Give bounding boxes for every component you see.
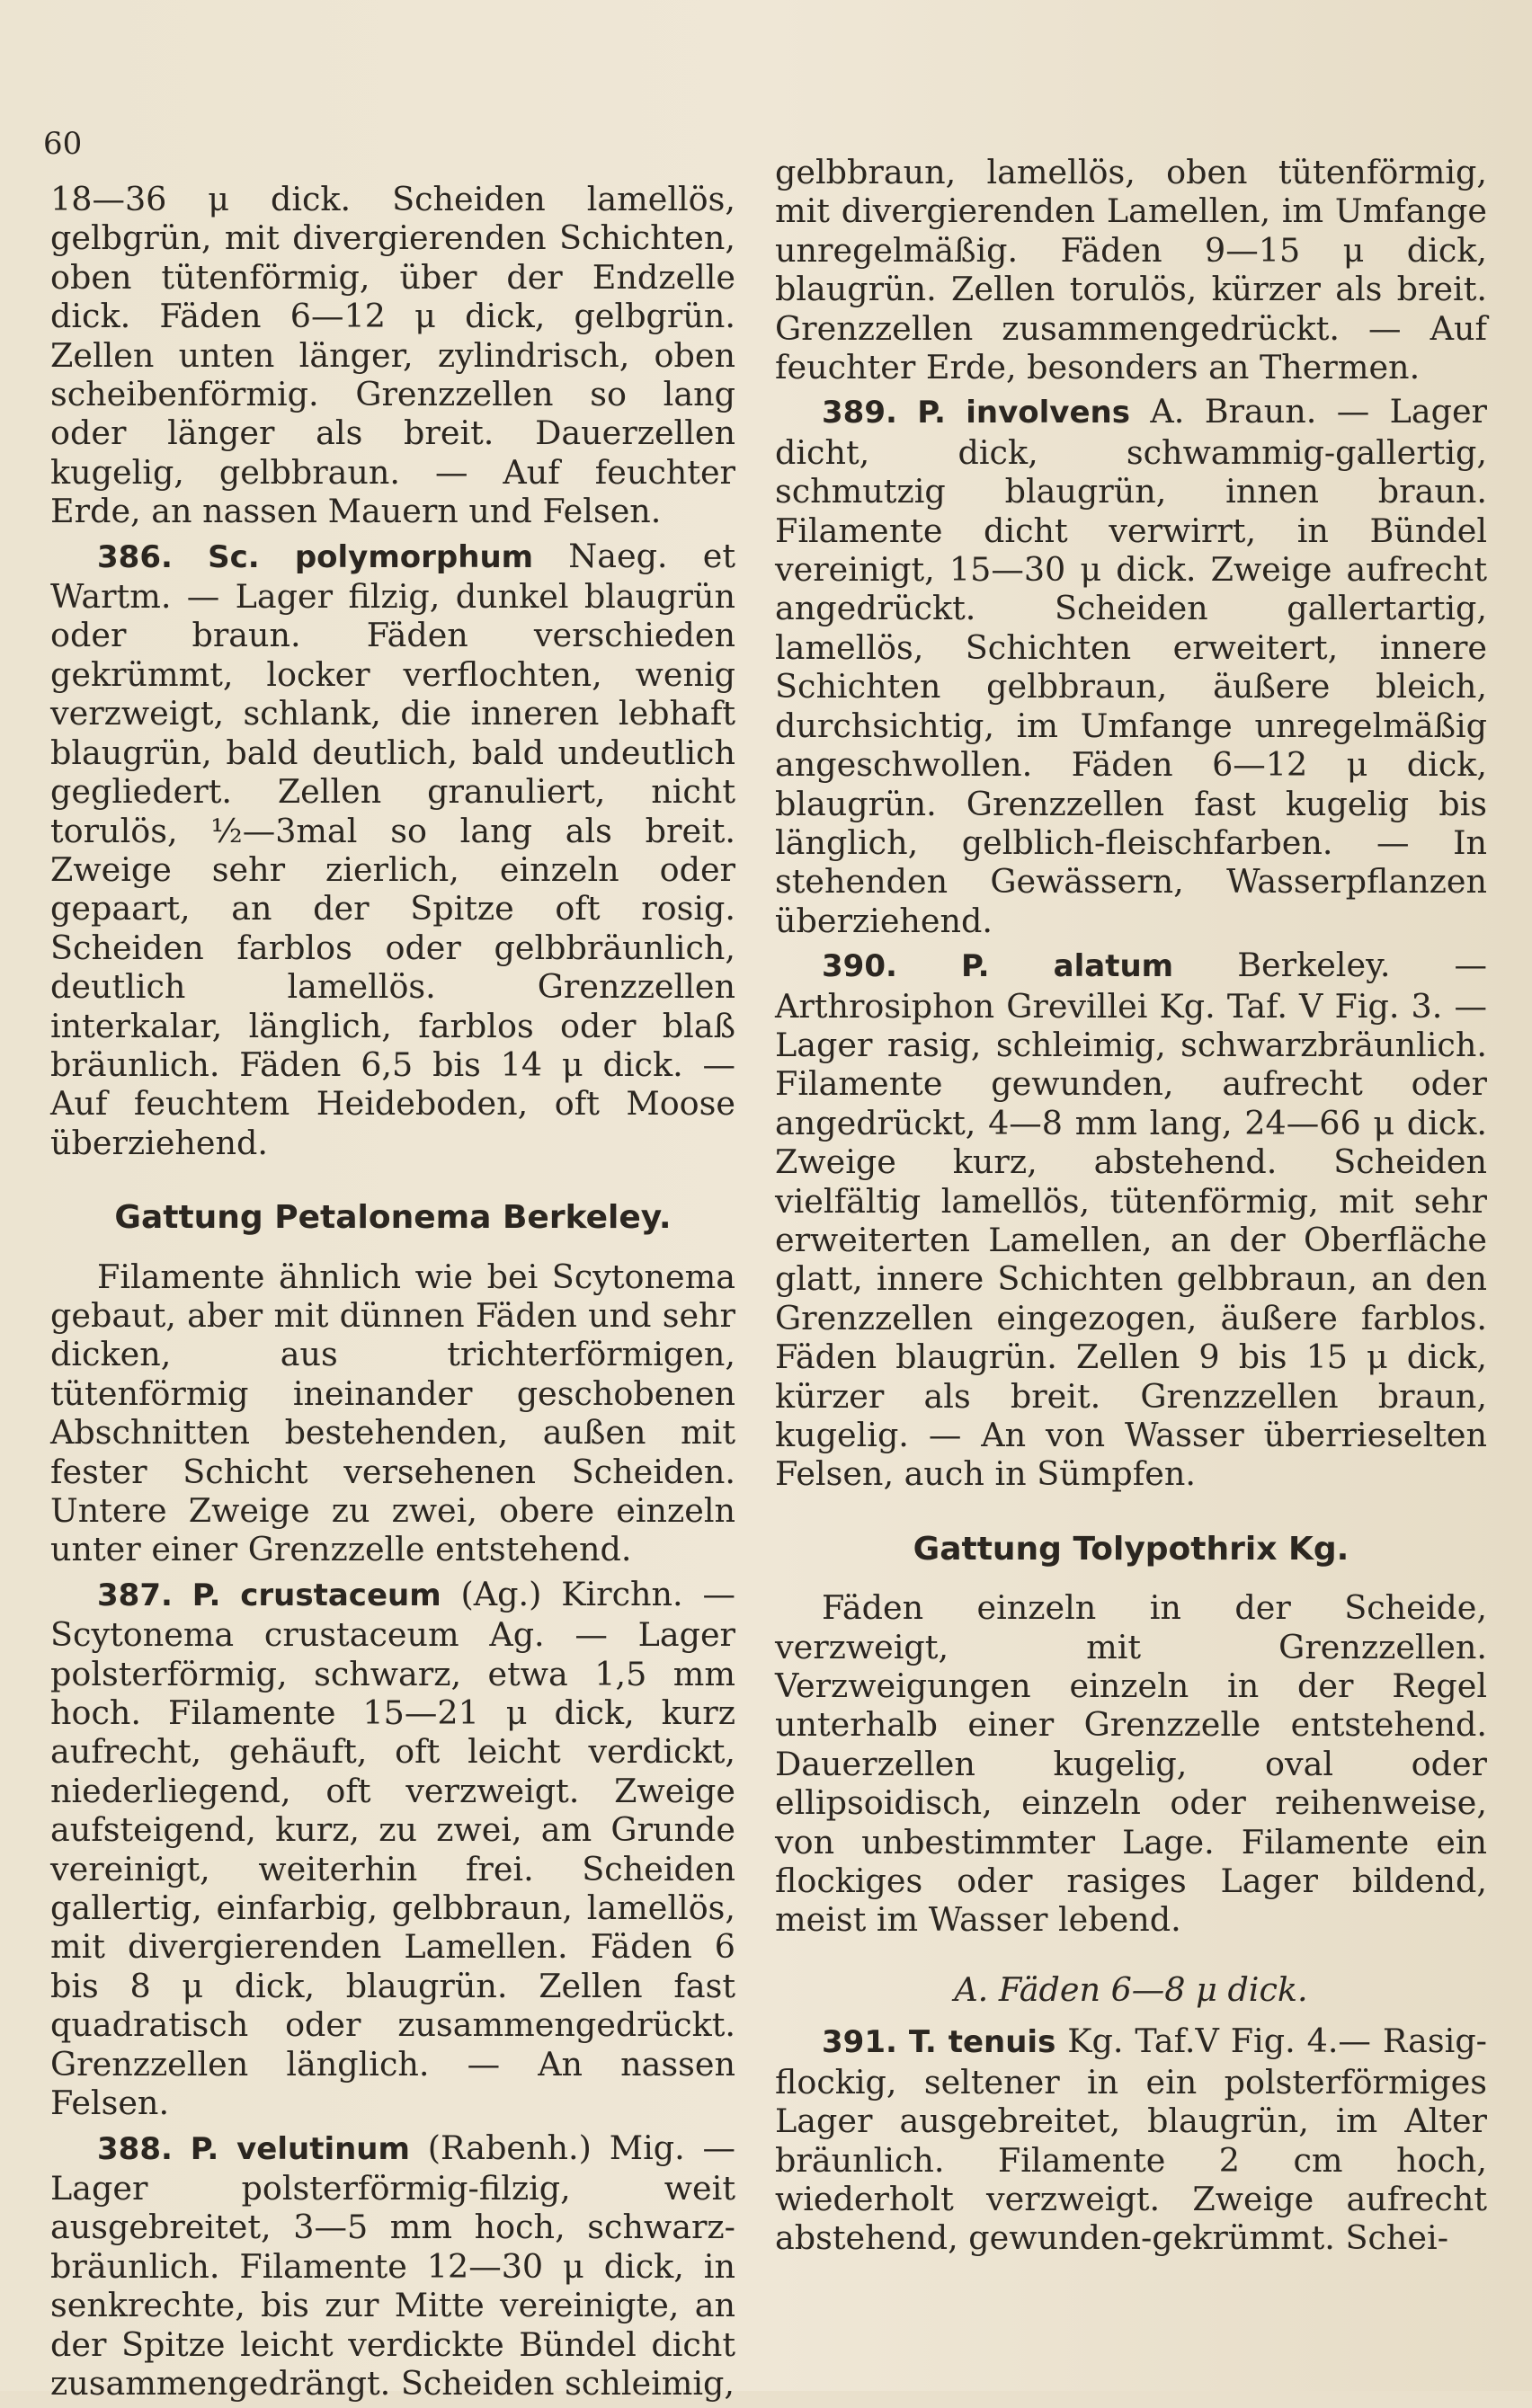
entry-386: [50, 537, 735, 1163]
entry-number: 387.: [97, 1577, 173, 1613]
species-name: tenuis: [948, 2024, 1056, 2061]
species-name: involvens: [966, 395, 1130, 431]
entry-387: [50, 1575, 735, 2123]
entry-390: [775, 946, 1487, 1494]
entry-text: Naeg. et Wartm. — Lager filzig, dunkel blaugrün oder braun. Fäden verschieden gekrümmt, locker verflochten, wenig verzweigt, schlank, die inneren lebhaft blaugrün, bald deutlich, bald undeutlich gegliedert. Zellen granuliert, nicht torulös, ½—3mal so lang als breit. Zweige sehr zierlich, einzeln oder gepaart, an der Spitze oft rosig. Scheiden farblos oder gelbbräunlich, deutlich lamellös. Grenzzellen interkalar, länglich, farblos oder blaß bräunlich. Fäden 6,5 bis 14 μ dick. — Auf feuchtem Heideboden, oft Moose überziehend.: [50, 536, 735, 1162]
entry-text: Berkeley. — Arthrosiphon Grevillei Kg. Taf. V Fig. 3. — Lager rasig, schleimig, schwarzbräunlich. Filamente gewunden, aufrecht oder angedrückt, 4—8 mm lang, 24—66 μ dick. Zweige kurz, abstehend. Scheiden vielfältig lamellös, tütenförmig, mit sehr erweiterten Lamellen, an der Oberfläche glatt, innere Schichten gelbbraun, an den Grenzzellen eingezogen, äußere farblos. Fäden blaugrün. Zellen 9 bis 15 μ dick, kürzer als breit. Grenzzellen braun, kugelig. — An von Wasser überrieselten Felsen, auch in Sümpfen.: [775, 946, 1488, 1494]
continued-paragraph: gelbbraun, lamellös, oben tütenförmig, mit divergierenden Lamellen, im Umfange unregelmäßig. Fäden 9—15 μ dick, blaugrün. Zellen torulös, kürzer als breit. Grenzzellen zusammengedrückt. — Auf feuchter Erde, besonders an Thermen.: [775, 153, 1487, 387]
genus-abbrev: P.: [190, 2130, 219, 2167]
page-number: 60: [43, 126, 83, 162]
entry-388: [50, 2128, 735, 2404]
species-name: velutinum: [236, 2130, 410, 2167]
genus-abbrev: P.: [917, 395, 946, 431]
key-subheading: A. Fäden 6—8 μ dick.: [954, 1969, 1308, 2009]
species-name: alatum: [1053, 948, 1174, 985]
genus-description: Filamente ähnlich wie bei Scytonema gebaut, aber mit dünnen Fäden und sehr dicken, aus trichterförmigen, tütenförmig ineinander geschobenen Abschnitten bestehenden, außen mit fester Schicht versehenen Scheiden. Untere Zweige zu zwei, obere einzeln unter einer Grenzzelle entstehend.: [50, 1257, 735, 1569]
entry-number: 391.: [822, 2024, 897, 2061]
entry-number: 389.: [822, 395, 897, 431]
genus-abbrev: P.: [192, 1577, 221, 1613]
genus-heading-tolypothrix: Gattung Tolypothrix Kg.: [913, 1530, 1349, 1568]
continued-paragraph: 18—36 μ dick. Scheiden lamellös, gelbgrün, mit divergierenden Schichten, oben tütenförmig, über der Endzelle dick. Fäden 6—12 μ dick, gelbgrün. Zellen unten länger, zylindrisch, oben scheibenförmig. Grenzzellen so lang oder länger als breit. Dauerzellen kugelig, gelbbraun. — Auf feuchter Erde, an nassen Mauern und Felsen.: [50, 180, 735, 531]
species-name: crustaceum: [240, 1577, 441, 1613]
entry-number: 388.: [97, 2130, 173, 2167]
genus-abbrev: Sc.: [208, 538, 260, 575]
genus-description: Fäden einzeln in der Scheide, verzweigt, mit Grenzzellen. Verzweigungen einzeln in der Regel unterhalb einer Grenzzelle entstehend. Dauerzellen kugelig, oval oder ellipsoidisch, einzeln oder reihenweise, von unbestimmter Lage. Filamente ein flockiges oder rasiges Lager bildend, meist im Wasser lebend.: [775, 1588, 1487, 1940]
entry-389: [775, 392, 1487, 940]
entry-number: 390.: [822, 948, 897, 985]
entry-text: A. Braun. — Lager dicht, dick, schwammig-gallertig, schmutzig blaugrün, innen braun. Filamente dicht verwirrt, in Bündel vereinigt, 15—30 μ dick. Zweige aufrecht angedrückt. Scheiden gallertartig, lamellös, Schichten erweitert, innere Schichten gelbbraun, äußere bleich, durchsichtig, im Umfange unregelmäßig angeschwollen. Fäden 6—12 μ dick, blaugrün. Grenzzellen fast kugelig bis länglich, gelblich-fleischfarben. — In stehenden Gewässern, Wasserpflanzen überziehend.: [775, 392, 1488, 940]
entry-391: [775, 2021, 1487, 2257]
left-column: [50, 180, 735, 2408]
species-name: polymorphum: [294, 538, 534, 575]
entry-text: (Rabenh.) Mig. — Lager polsterförmig-filzig, weit ausgebreitet, 3—5 mm hoch, schwarz-bräunlich. Filamente 12—30 μ dick, in senkrechte, bis zur Mitte vereinigte, an der Spitze leicht verdickte Bündel dicht zusammengedrängt. Scheiden schleimig,: [50, 2128, 736, 2403]
right-column: [775, 153, 1487, 2263]
entry-text: (Ag.) Kirchn. — Scytonema crustaceum Ag. — Lager polsterförmig, schwarz, etwa 1,5 mm hoch. Filamente 15—21 μ dick, kurz aufrecht, gehäuft, oft leicht verdickt, niederliegend, oft verzweigt. Zweige aufsteigend, kurz, zu zwei, am Grunde vereinigt, weiterhin frei. Scheiden gallertig, einfarbig, gelbbraun, lamellös, mit divergierenden Lamellen. Fäden 6 bis 8 μ dick, blaugrün. Zellen fast quadratisch oder zusammengedrückt. Grenzzellen länglich. — An nassen Felsen.: [50, 1574, 736, 2123]
entry-number: 386.: [97, 538, 173, 575]
entry-text: Kg. Taf.V Fig. 4.— Rasig-flockig, seltener in ein polsterförmiges Lager ausgebreitet, blaugrün, im Alter bräunlich. Filamente 2 cm hoch, wiederholt verzweigt. Zweige aufrecht abstehend, gewunden-gekrümmt. Schei-: [775, 2021, 1488, 2258]
genus-heading-petalonema: Gattung Petalonema Berkeley.: [114, 1199, 672, 1237]
genus-abbrev: P.: [960, 948, 990, 985]
genus-abbrev: T.: [908, 2024, 937, 2061]
